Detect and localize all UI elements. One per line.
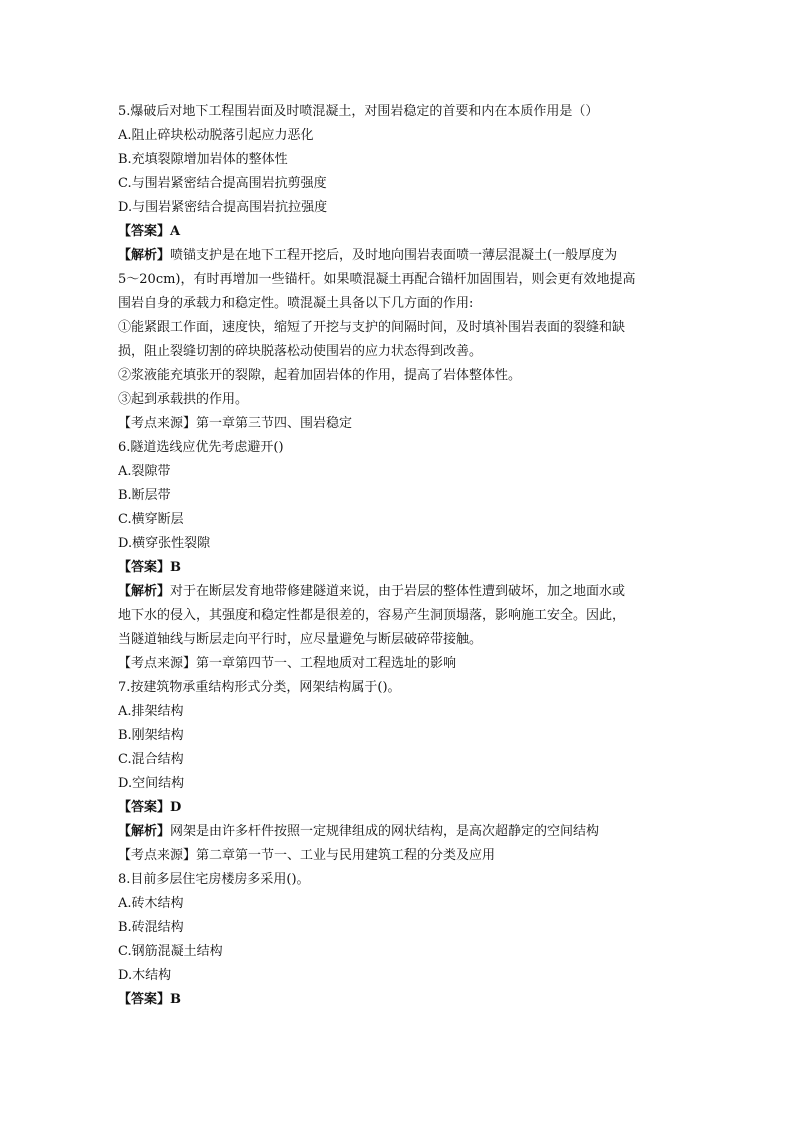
question-6-analysis-line-2: 地下水的侵入，其强度和稳定性都是很差的，容易产生洞顶塌落，影响施工安全。因此， bbox=[118, 608, 626, 623]
question-5-option-a: A.阻止碎块松动脱落引起应力恶化 bbox=[118, 128, 314, 143]
question-8-option-b: B.砖混结构 bbox=[118, 920, 184, 935]
question-5-option-c: C.与围岩紧密结合提高围岩抗剪强度 bbox=[118, 176, 327, 191]
question-8-text: 8.目前多层住宅房楼房多采用()。 bbox=[118, 872, 310, 887]
analysis-text: 对于在断层发育地带修建隧道来说，由于岩层的整体性遭到破坏，加之地面水或 bbox=[170, 584, 626, 599]
question-5-answer bbox=[118, 220, 678, 244]
analysis-tag: 【解析】 bbox=[118, 248, 171, 263]
question-5-analysis-line-7: ③起到承载拱的作用。 bbox=[118, 392, 249, 407]
question-6-analysis-line-1 bbox=[118, 580, 678, 604]
analysis-text: 网架是由许多杆件按照一定规律组成的网状结构，是高次超静定的空间结构 bbox=[170, 824, 600, 839]
question-5-source: 【考点来源】第一章第三节四、围岩稳定 bbox=[118, 416, 353, 431]
analysis-text: 喷锚支护是在地下工程开挖后，及时地向围岩表面喷一薄层混凝土(一般厚度为 bbox=[170, 248, 618, 263]
answer-value: D bbox=[170, 800, 182, 815]
question-7-option-d: D.空间结构 bbox=[118, 776, 185, 791]
question-5-option-b: B.充填裂隙增加岩体的整体性 bbox=[118, 152, 288, 167]
question-7-source: 【考点来源】第二章第一节一、工业与民用建筑工程的分类及应用 bbox=[118, 848, 496, 863]
question-6-source: 【考点来源】第一章第四节一、工程地质对工程选址的影响 bbox=[118, 656, 457, 671]
question-5-option-d: D.与围岩紧密结合提高围岩抗拉强度 bbox=[118, 200, 328, 215]
answer-tag: 【答案】 bbox=[118, 800, 171, 815]
question-5-analysis-line-1 bbox=[118, 244, 678, 268]
question-7-answer bbox=[118, 796, 678, 820]
question-5-analysis-line-4: ①能紧跟工作面，速度快，缩短了开挖与支护的间隔时间，及时填补围岩表面的裂缝和缺 bbox=[118, 320, 626, 335]
question-8-option-a: A.砖木结构 bbox=[118, 896, 184, 911]
question-7-text: 7.按建筑物承重结构形式分类，网架结构属于()。 bbox=[118, 680, 401, 695]
question-6-answer bbox=[118, 556, 678, 580]
answer-tag: 【答案】 bbox=[118, 560, 171, 575]
question-7-option-c: C.混合结构 bbox=[118, 752, 184, 767]
answer-value: A bbox=[170, 224, 181, 239]
question-8-option-c: C.钢筋混凝土结构 bbox=[118, 944, 223, 959]
document-page bbox=[118, 100, 678, 1012]
question-6-option-b: B.断层带 bbox=[118, 488, 171, 503]
question-6-text: 6.隧道选线应优先考虑避开() bbox=[118, 440, 284, 455]
question-6-option-c: C.横穿断层 bbox=[118, 512, 184, 527]
answer-value: B bbox=[170, 560, 182, 575]
answer-value: B bbox=[170, 992, 182, 1007]
question-5-analysis-line-3: 围岩自身的承载力和稳定性。喷混凝土具备以下几方面的作用: bbox=[118, 296, 474, 311]
question-6-option-a: A.裂隙带 bbox=[118, 464, 171, 479]
question-5-analysis-line-6: ②浆液能充填张开的裂隙，起着加固岩体的作用，提高了岩体整体性。 bbox=[118, 368, 522, 383]
question-8-answer bbox=[118, 988, 678, 1012]
analysis-tag: 【解析】 bbox=[118, 824, 171, 839]
question-8-option-d: D.木结构 bbox=[118, 968, 172, 983]
question-7-option-b: B.刚架结构 bbox=[118, 728, 184, 743]
question-5-analysis-line-5: 损，阻止裂缝切割的碎块脱落松动使围岩的应力状态得到改善。 bbox=[118, 344, 483, 359]
question-5-text: 5.爆破后对地下工程围岩面及时喷混凝土，对围岩稳定的首要和内在本质作用是（） bbox=[118, 104, 599, 119]
question-6-analysis-line-3: 当隧道轴线与断层走向平行时，应尽量避免与断层破碎带接触。 bbox=[118, 632, 483, 647]
analysis-tag: 【解析】 bbox=[118, 584, 171, 599]
answer-tag: 【答案】 bbox=[118, 224, 171, 239]
question-7-option-a: A.排架结构 bbox=[118, 704, 184, 719]
question-7-analysis-line-1 bbox=[118, 820, 678, 844]
question-5-analysis-line-2: 5～20cm)，有时再增加一些锚杆。如果喷混凝土再配合锚杆加固围岩，则会更有效地提高 bbox=[118, 272, 636, 287]
answer-tag: 【答案】 bbox=[118, 992, 171, 1007]
question-6-option-d: D.横穿张性裂隙 bbox=[118, 536, 211, 551]
